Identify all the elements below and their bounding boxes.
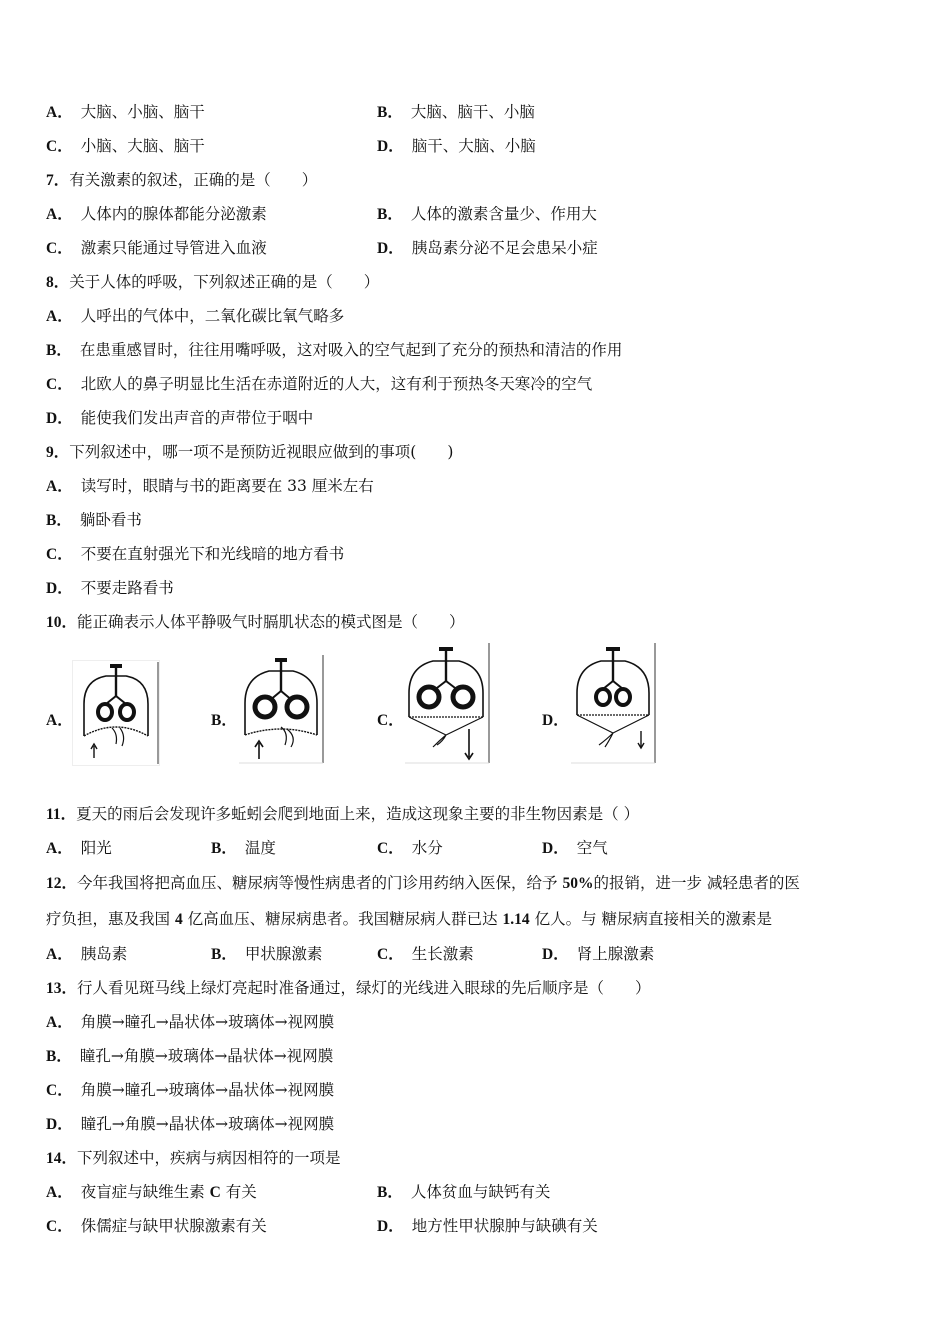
q10-figure-label-b: B． (211, 712, 237, 729)
q6-option-c: C． 小脑、大脑、脑干 (46, 137, 205, 155)
q6-option-a: A． 大脑、小脑、脑干 (46, 103, 205, 121)
q9-option-a: A． 读写时，眼睛与书的距离要在 33 厘米左右 (46, 477, 374, 495)
q8-stem: 8．关于人体的呼吸，下列叙述正确的是（ ） (46, 273, 380, 291)
q12-stem-line2: 疗负担，惠及我国 4 亿高血压、糖尿病患者。我国糖尿病人群已达 1.14 亿人。与 糖尿病直接相关的激素是 (46, 910, 773, 928)
bell-jar-model-d (569, 641, 657, 765)
q14-option-b: B． 人体贫血与缺钙有关 (377, 1183, 551, 1201)
q7-option-c: C． 激素只能通过导管进入血液 (46, 239, 267, 257)
q8-option-a: A． 人呼出的气体中，二氧化碳比氧气略多 (46, 307, 345, 325)
q10-figure-label-d: D． (542, 712, 569, 729)
q11-stem: 11．夏天的雨后会发现许多蚯蚓会爬到地面上来，造成这现象主要的非生物因素是（ ） (46, 805, 640, 823)
bell-jar-model-a (72, 660, 160, 766)
q13-option-a: A． 角膜→瞳孔→晶状体→玻璃体→视网膜 (46, 1013, 335, 1031)
q14-option-a: A． 夜盲症与缺维生素 C 有关 (46, 1183, 257, 1201)
q9-stem: 9．下列叙述中，哪一项不是预防近视眼应做到的事项( ) (46, 443, 454, 461)
q9-option-b: B． 躺卧看书 (46, 511, 142, 529)
q8-option-c: C． 北欧人的鼻子明显比生活在赤道附近的人大，这有利于预热冬天寒冷的空气 (46, 375, 593, 393)
q12-option-c: C． 生长激素 (377, 945, 474, 963)
q8-option-d: D． 能使我们发出声音的声带位于咽中 (46, 409, 314, 427)
q13-option-d: D． 瞳孔→角膜→晶状体→玻璃体→视网膜 (46, 1115, 335, 1133)
q10-stem: 10．能正确表示人体平静吸气时膈肌状态的模式图是（ ） (46, 613, 465, 631)
q8-option-b: B． 在患重感冒时，往往用嘴呼吸，这对吸入的空气起到了充分的预热和清洁的作用 (46, 341, 623, 359)
q13-option-b: B． 瞳孔→角膜→玻璃体→晶状体→视网膜 (46, 1047, 334, 1065)
q7-stem: 7．有关激素的叙述，正确的是（ ） (46, 171, 318, 189)
q12-stem-line1: 12．今年我国将把高血压、糖尿病等慢性病患者的门诊用药纳入医保，给予 50%的报销，进一步 减轻患者的医 (46, 874, 800, 892)
bell-jar-model-c (403, 641, 491, 765)
q10-figure-label-c: C． (377, 712, 404, 729)
q11-option-c: C． 水分 (377, 839, 443, 857)
q9-option-c: C． 不要在直射强光下和光线暗的地方看书 (46, 545, 345, 563)
q13-option-c: C． 角膜→瞳孔→玻璃体→晶状体→视网膜 (46, 1081, 335, 1099)
q7-option-a: A． 人体内的腺体都能分泌激素 (46, 205, 267, 223)
q13-stem: 13．行人看见斑马线上绿灯亮起时准备通过，绿灯的光线进入眼球的先后顺序是（ ） (46, 979, 651, 997)
q7-option-d: D． 胰岛素分泌不足会患呆小症 (377, 239, 598, 257)
q12-option-a: A． 胰岛素 (46, 945, 128, 963)
q11-option-d: D． 空气 (542, 839, 608, 857)
bell-jar-model-b (237, 653, 325, 765)
q6-option-b: B． 大脑、脑干、小脑 (377, 103, 535, 121)
q7-option-b: B． 人体的激素含量少、作用大 (377, 205, 597, 223)
q11-option-a: A． 阳光 (46, 839, 112, 857)
q12-option-d: D． 肾上腺激素 (542, 945, 655, 963)
q11-option-b: B． 温度 (211, 839, 276, 857)
q6-option-d: D． 脑干、大脑、小脑 (377, 137, 536, 155)
q10-figure-label-a: A． (46, 712, 73, 729)
q14-option-d: D． 地方性甲状腺肿与缺碘有关 (377, 1217, 598, 1235)
q9-option-d: D． 不要走路看书 (46, 579, 174, 597)
q12-option-b: B． 甲状腺激素 (211, 945, 323, 963)
q14-stem: 14．下列叙述中，疾病与病因相符的一项是 (46, 1149, 341, 1167)
q14-option-c: C． 侏儒症与缺甲状腺激素有关 (46, 1217, 267, 1235)
